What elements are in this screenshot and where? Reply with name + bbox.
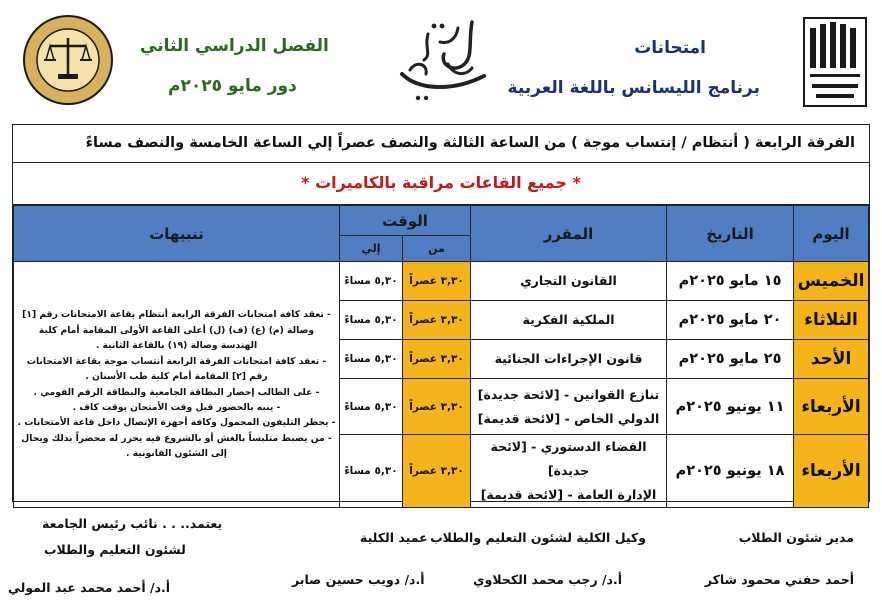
faculty-of-law-logo-icon <box>388 14 498 104</box>
header-time: الوقت <box>340 206 471 236</box>
note-line: - تعقد كافة امتحانات الفرقة الرابعة أنتساب موجة بقاعة الامتحانات <box>26 355 327 367</box>
course-line: قانون الإجراءات الجنائية <box>494 351 643 366</box>
row-to: ٥,٣٠ مساءً <box>340 340 403 379</box>
course-line: الدولي الخاص - [لائحة قديمة] <box>477 410 660 426</box>
notes-cell <box>14 262 340 508</box>
row-to: ٥,٣٠ مساءً <box>340 301 403 340</box>
row-from: ٣,٣٠ عصراً <box>403 301 471 340</box>
row-to: ٥,٣٠ مساءً <box>340 262 403 301</box>
row-day: الثلاثاء <box>794 301 869 340</box>
note-line: - تعقد كافة امتحانات الفرقة الرابعة أنتظام بقاعة الامتحانات رقم [١] <box>22 309 331 321</box>
signature-name: أ.د/ أحمد محمد عبد المولي <box>8 580 171 595</box>
signature-title: مدير شئون الطلاب <box>738 530 854 545</box>
course-line: القانون التجاري <box>520 273 617 288</box>
row-date: ١٥ مايو ٢٠٢٥م <box>667 262 794 301</box>
note-line: وصالة (م) (ع) (ف) (ل) أعلى القاعة الأولى المقامة أمام كلية <box>38 324 315 336</box>
university-seal-icon <box>22 14 114 106</box>
table-row <box>14 262 869 301</box>
note-line: - من يضبط متلبساً بالغش أو بالشروع فيه يحرر له محضراً بذلك ويحال <box>21 432 332 444</box>
course-line: القضاء الدستوري - [لائحة جديدة] <box>490 439 647 478</box>
note-line: الهندسة وصالة (١٩) بالقاعة الثانية . <box>95 340 258 352</box>
row-date: ٢٠ مايو ٢٠٢٥م <box>667 301 794 340</box>
page-header <box>0 0 882 120</box>
signature-name: أ.د/ رجب محمد الكحلاوي <box>473 572 622 587</box>
header-day: اليوم <box>794 206 869 262</box>
row-date: ٢٥ مايو ٢٠٢٥م <box>667 340 794 379</box>
row-date: ١١ يونيو ٢٠٢٥م <box>667 379 794 435</box>
semester-label: الفصل الدراسي الثاني <box>140 36 329 56</box>
row-to: ٥,٣٠ مساءً <box>340 379 403 435</box>
note-line: إلى الشئون القانونية . <box>126 448 227 460</box>
exam-schedule-frame <box>12 124 870 502</box>
row-day: الأربعاء <box>794 379 869 435</box>
signature-name: أ.د/ دويب حسين صابر <box>292 572 425 587</box>
exams-title: امتحانات <box>634 38 706 58</box>
schedule-table <box>13 205 869 508</box>
course-line: تنازع القوانين - [لائحة جديدة] <box>477 386 660 402</box>
row-course <box>471 262 667 301</box>
row-day: الأربعاء <box>794 435 869 508</box>
row-course <box>471 379 667 435</box>
row-from: ٣,٣٠ عصراً <box>403 435 471 508</box>
row-date: ١٨ يونيو ٢٠٢٥م <box>667 435 794 508</box>
session-label: دور مايو ٢٠٢٥م <box>168 76 297 96</box>
row-course <box>471 340 667 379</box>
row-day: الخميس <box>794 262 869 301</box>
signature-title: يعتمد.. . . نائب رئيس الجامعة <box>42 516 223 531</box>
note-line: رقم [٢] المقامة أمام كلية طب الأسنان . <box>85 371 268 383</box>
note-line: - على الطالب إحضار البطاقة الجامعية والبطاقة الرقم القومي . <box>33 386 320 398</box>
row-from: ٣,٣٠ عصراً <box>403 379 471 435</box>
header-date: التاريخ <box>667 206 794 262</box>
row-from: ٣,٣٠ عصراً <box>403 262 471 301</box>
signature-title: وكيل الكلية لشئون التعليم والطلاب <box>430 530 646 545</box>
signature-title-line2: لشئون التعليم والطلاب <box>44 542 186 557</box>
signature-title: عميد الكلية <box>360 530 428 545</box>
course-line: الملكية الفكرية <box>522 312 615 327</box>
row-day: الأحد <box>794 340 869 379</box>
row-to: ٥,٣٠ مساءً <box>340 435 403 508</box>
grade-time-banner: الفرقة الرابعة ( أنتظام / إنتساب موجة ) من الساعة الثالثة والنصف عصراً إلي الساعة الخامسة والنصف مساءً <box>13 125 869 163</box>
header-to: إلي <box>340 236 403 262</box>
header-from: من <box>403 236 471 262</box>
program-title: برنامج الليسانس باللغة العربية <box>507 78 760 98</box>
note-line: - ينبه بالحضور قبل وقت الأمتحان بوقت كاف . <box>72 401 281 413</box>
row-course <box>471 301 667 340</box>
camera-notice: * جميع القاعات مراقبة بالكاميرات * <box>13 163 869 205</box>
header-notes: تنبيهات <box>14 206 340 262</box>
row-from: ٣,٣٠ عصراً <box>403 340 471 379</box>
signature-name: أحمد حفني محمود شاكر <box>704 572 854 587</box>
assiut-university-logo-icon <box>800 14 870 110</box>
header-course: المقرر <box>471 206 667 262</box>
note-line: - يحظر التليفون المحمول وكافة أجهزة الإتصال داخل قاعة الأمتحانات . <box>17 417 336 429</box>
row-course <box>471 435 667 508</box>
course-line: الإدارة العامة - [لائحة قديمة] <box>480 487 657 502</box>
